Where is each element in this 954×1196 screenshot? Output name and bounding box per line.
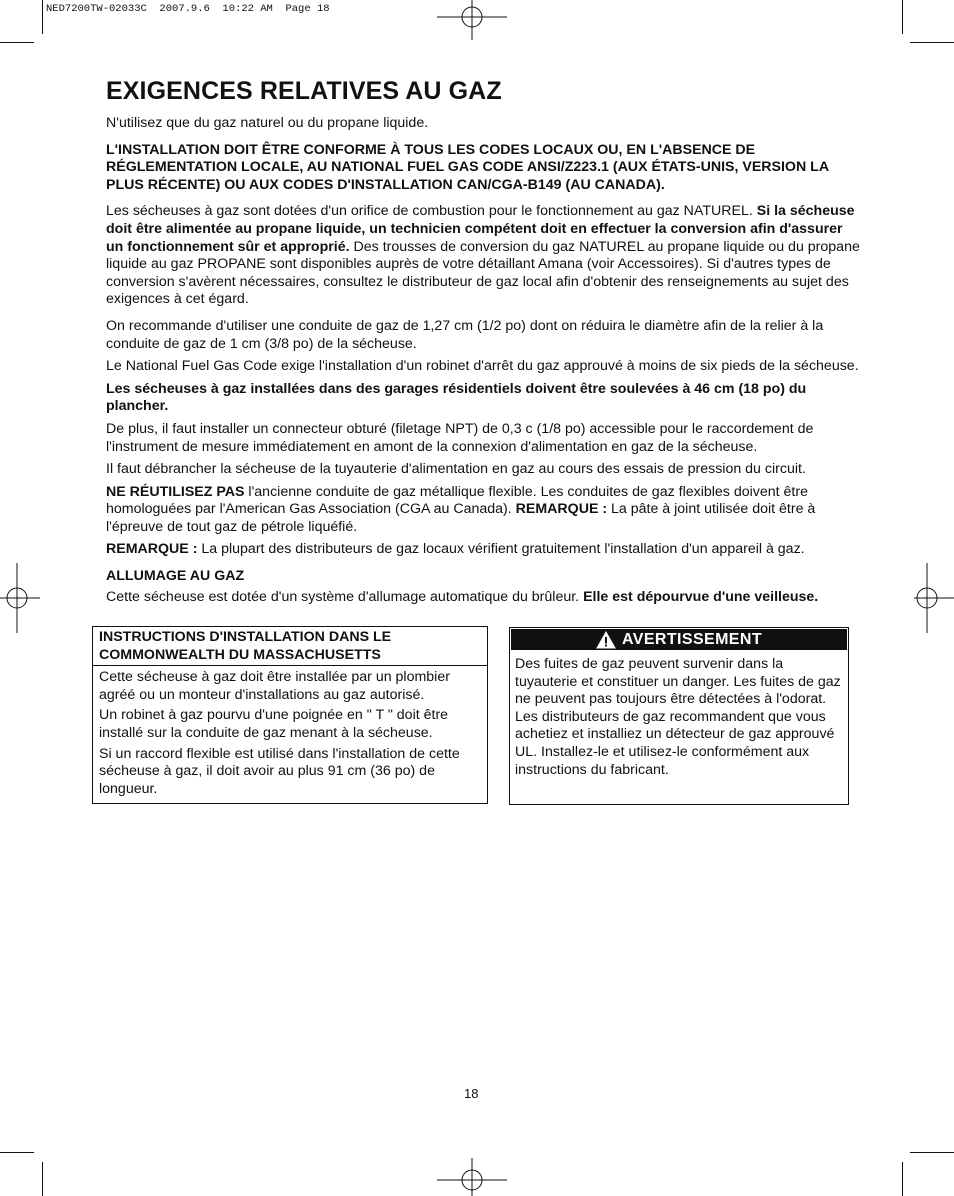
reuse-text-c: REMARQUE : — [515, 501, 608, 518]
remark-text-a: REMARQUE : — [106, 541, 198, 558]
intro-paragraph: N'utilisez que du gaz naturel ou du propane liquide. — [106, 115, 429, 131]
npt-paragraph: De plus, il faut installer un connecteur obturé (filetage NPT) de 0,3 c (1/8 po) accessible pour le raccordement de l'instrument de mesure immédiatement en amont de la connexion d'alimentation en gaz de la sécheuse. — [106, 420, 814, 455]
reuse-text-a: NE RÉUTILISEZ PAS — [106, 483, 245, 500]
code-notice: L'INSTALLATION DOIT ÊTRE CONFORME À TOUS LES CODES LOCAUX OU, EN L'ABSENCE DE RÉGLEMENTATION LOCALE, AU NATIONAL FUEL GAS CODE ANSI/Z223.1 (AUX ÉTATS-UNIS, VERSION LA PLUS RÉCENTE) OU AUX CODES D'INSTALLATION CAN/CGA-B149 (AU CANADA). — [106, 141, 829, 193]
printer-slug: NED7200TW-02033C 2007.9.6 10:22 AM Page 18 — [46, 3, 330, 15]
warning-text: Des fuites de gaz peuvent survenir dans la tuyauterie et constituer un danger. Les fuites de gaz ne peuvent pas toujours être détectées à l'odorat. Les distributeurs de gaz recommandent que vous achetiez et installiez un détecteur de gaz approuvé UL. Installez-le et utilisez-le conformément aux instructions du fabricant. — [515, 656, 841, 778]
orifice-text-a: Les sécheuses à gaz sont dotées d'un orifice de combustion pour le fonctionnement au gaz NATUREL. — [106, 203, 757, 220]
crop-mark-top-right-h — [910, 42, 954, 43]
orifice-paragraph — [106, 203, 862, 309]
warning-body — [510, 650, 848, 779]
ignition-paragraph — [106, 589, 862, 607]
warning-box — [509, 627, 849, 805]
massachusetts-heading: INSTRUCTIONS D'INSTALLATION DANS LE COMMONWEALTH DU MASSACHUSETTS — [93, 627, 487, 666]
reuse-paragraph — [106, 484, 862, 537]
remark-paragraph — [106, 541, 862, 559]
warning-header — [511, 629, 847, 650]
registration-mark-bottom-icon — [437, 1158, 507, 1196]
page-number: 18 — [464, 1086, 479, 1101]
reuse-text-d: La pâte à joint utilisée doit être à l'épreuve de tout gaz de pétrole liquéfié. — [106, 501, 816, 535]
massachusetts-p1: Cette sécheuse à gaz doit être installée par un plombier agréé ou un monteur d'installations au gaz autorisé. — [99, 669, 450, 703]
main-content — [106, 76, 862, 612]
massachusetts-body — [93, 666, 487, 798]
crop-mark-bottom-left-h — [0, 1152, 34, 1153]
ignition-heading: ALLUMAGE AU GAZ — [106, 568, 245, 585]
remark-text-b: La plupart des distributeurs de gaz locaux vérifient gratuitement l'installation d'un appareil à gaz. — [197, 541, 805, 558]
crop-mark-bottom-right-v — [902, 1162, 903, 1196]
warning-triangle-icon — [596, 631, 616, 649]
garage-paragraph — [106, 381, 862, 416]
crop-mark-bottom-right-h — [910, 1152, 954, 1153]
warning-label: AVERTISSEMENT — [621, 630, 763, 648]
massachusetts-p3: Si un raccord flexible est utilisé dans l'installation de cette sécheuse à gaz, il doit avoir au plus 91 cm (36 po) de longueur. — [99, 745, 460, 797]
massachusetts-box — [92, 626, 488, 804]
crop-mark-top-left-v — [42, 0, 43, 34]
shutoff-paragraph: Le National Fuel Gas Code exige l'installation d'un robinet d'arrêt du gaz approuvé à moins de six pieds de la sécheuse. — [106, 358, 859, 375]
orifice-text-c: Des trousses de conversion du gaz NATUREL au propane liquide ou du propane liquide au gaz PROPANE sont disponibles auprès de votre détaillant Amana (voir Accessoires). Si d'autres types de conversion s'avèrent nécessaires, consultez le distributeur de gaz local afin d'obtenir des renseignements au sujet des exigences à cet égard. — [106, 238, 860, 308]
crop-mark-top-right-v — [902, 0, 903, 34]
massachusetts-p2: Un robinet à gaz pourvu d'une poignée en " T " doit être installé sur la conduite de gaz menant à la sécheuse. — [99, 707, 449, 741]
reuse-text-b: l'ancienne conduite de gaz métallique flexible. Les conduites de gaz flexibles doivent être homologuées par l'American Gas Association (CGA au Canada). — [106, 483, 808, 518]
registration-mark-top-icon — [437, 0, 507, 40]
orifice-text-b: Si la sécheuse doit être alimentée au propane liquide, un technicien compétent doit en effectuer la conversion afin d'assurer un fonctionnement sûr et approprié. — [106, 203, 855, 255]
page-title: EXIGENCES RELATIVES AU GAZ — [106, 77, 502, 105]
pressure-paragraph: Il faut débrancher la sécheuse de la tuyauterie d'alimentation en gaz au cours des essais de pression du circuit. — [106, 461, 806, 478]
registration-mark-right-icon — [914, 563, 954, 633]
garage-text: Les sécheuses à gaz installées dans des garages résidentiels doivent être soulevées à 46 cm (18 po) du plancher. — [106, 380, 807, 415]
pipe-paragraph: On recommande d'utiliser une conduite de gaz de 1,27 cm (1/2 po) dont on réduira le diamètre afin de la relier à la conduite de gaz de 1 cm (3/8 po) de la sécheuse. — [106, 317, 824, 352]
ignition-text-a: Cette sécheuse est dotée d'un système d'allumage automatique du brûleur. — [106, 589, 584, 606]
crop-mark-bottom-left-v — [42, 1162, 43, 1196]
ignition-text-b: Elle est dépourvue d'une veilleuse. — [583, 589, 819, 606]
crop-mark-top-left-h — [0, 42, 34, 43]
registration-mark-left-icon — [0, 563, 40, 633]
